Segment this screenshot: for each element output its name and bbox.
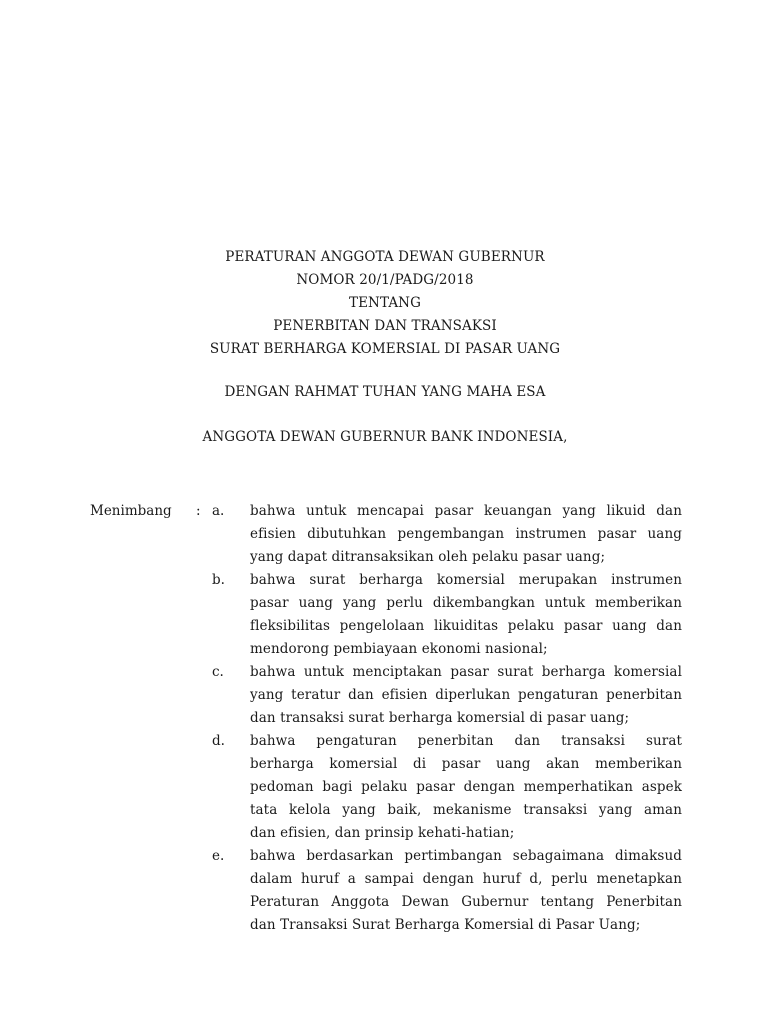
item-text [250, 730, 682, 845]
item-text-line: tata kelola yang baik, mekanisme transaksi yang aman [250, 802, 682, 818]
item-text [250, 661, 682, 730]
item-text-line: Peraturan Anggota Dewan Gubernur tentang Penerbitan [250, 894, 682, 910]
item-text-line: yang teratur dan efisien diperlukan pengaturan penerbitan [250, 687, 682, 703]
regulation-number: NOMOR 20/1/PADG/2018 [296, 272, 474, 288]
item-text-line: bahwa untuk menciptakan pasar surat berharga komersial [250, 664, 682, 680]
regulation-subject-line-2: SURAT BERHARGA KOMERSIAL DI PASAR UANG [209, 341, 561, 357]
item-text-line: dan efisien, dan prinsip kehati-hatian; [250, 825, 515, 841]
considering-colon: : [196, 503, 201, 519]
item-letter: b. [212, 572, 225, 588]
item-text-line: pedoman bagi pelaku pasar dengan memperhatikan aspek [250, 779, 682, 795]
item-text-line: dan Transaksi Surat Berharga Komersial di Pasar Uang; [250, 917, 641, 933]
item-text-line: bahwa untuk mencapai pasar keuangan yang likuid dan [250, 503, 682, 519]
item-text [250, 569, 682, 661]
item-text-line: bahwa pengaturan penerbitan dan transaksi surat [250, 733, 682, 749]
regulation-about-label: TENTANG [349, 295, 421, 311]
considering-item-c [0, 661, 770, 730]
issuer-line: ANGGOTA DEWAN GUBERNUR BANK INDONESIA, [202, 429, 568, 445]
item-text [250, 500, 682, 569]
item-text-line: pasar uang yang perlu dikembangkan untuk memberikan [250, 595, 682, 611]
item-letter: e. [212, 848, 225, 864]
item-text [250, 845, 682, 937]
considering-item-d [0, 730, 770, 845]
item-text-line: mendorong pembiayaan ekonomi nasional; [250, 641, 548, 657]
item-text-line: yang dapat ditransaksikan oleh pelaku pasar uang; [250, 549, 606, 565]
item-text-line: efisien dibutuhkan pengembangan instrumen pasar uang [250, 526, 682, 542]
item-text-line: dan transaksi surat berharga komersial di pasar uang; [250, 710, 630, 726]
item-letter: d. [212, 733, 225, 749]
considering-list [0, 500, 770, 937]
item-text-line: bahwa surat berharga komersial merupakan instrumen [250, 572, 682, 588]
invocation-line: DENGAN RAHMAT TUHAN YANG MAHA ESA [224, 384, 546, 400]
considering-item-a [0, 500, 770, 569]
regulation-subject-line-1: PENERBITAN DAN TRANSAKSI [273, 318, 497, 334]
considering-item-b [0, 569, 770, 661]
item-letter: a. [212, 503, 225, 519]
item-text-line: berharga komersial di pasar uang akan memberikan [250, 756, 682, 772]
item-text-line: dalam huruf a sampai dengan huruf d, perlu menetapkan [250, 871, 682, 887]
item-letter: c. [212, 664, 224, 680]
considering-item-e [0, 845, 770, 937]
considering-label: Menimbang [90, 503, 172, 519]
regulation-title-block [0, 246, 770, 361]
item-text-line: fleksibilitas pengelolaan likuiditas pelaku pasar uang dan [250, 618, 682, 634]
item-text-line: bahwa berdasarkan pertimbangan sebagaimana dimaksud [250, 848, 682, 864]
regulation-title-line: PERATURAN ANGGOTA DEWAN GUBERNUR [225, 249, 545, 265]
